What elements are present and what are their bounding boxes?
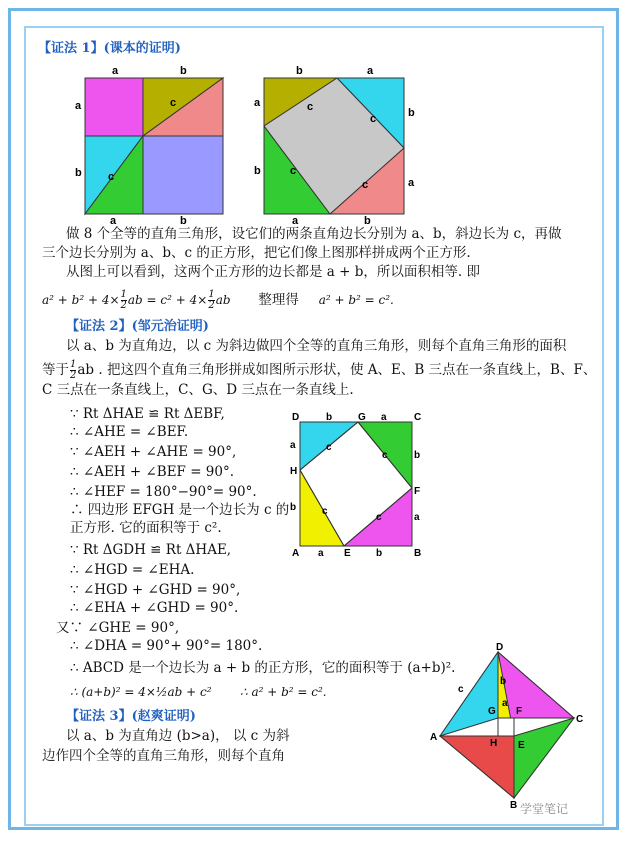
eq-mid: ab = c² + 4× xyxy=(127,293,208,307)
label-b: b xyxy=(326,412,333,423)
label-c: c xyxy=(362,179,369,191)
fraction: $\frac{1}{2}$ xyxy=(208,289,215,311)
eq-left: a² + b² + 4× xyxy=(42,293,120,307)
label-a: a xyxy=(408,177,415,189)
proof1-heading: 【证法 1】(课本的证明) xyxy=(38,41,181,56)
proof2-step: ∴ a² + b² = c². xyxy=(240,685,327,699)
point-b: B xyxy=(414,548,422,559)
proof2-step: ∴ ABCD 是一个边长为 a + b 的正方形，它的面积等于 (a+b)². xyxy=(70,660,456,676)
label-c: c xyxy=(370,113,377,125)
eq-right: ab xyxy=(215,293,231,307)
label-b: b xyxy=(364,215,371,224)
point-g: G xyxy=(358,412,366,423)
label-a: a xyxy=(254,97,261,109)
point-e: E xyxy=(518,740,525,751)
proof3-heading: 【证法 3】(赵爽证明) xyxy=(66,709,196,724)
proof2-step: ∴ 四边形 EFGH 是一个边长为 c 的 xyxy=(70,502,290,518)
point-e: E xyxy=(344,548,351,559)
point-h: H xyxy=(490,738,498,749)
label-a: a xyxy=(381,412,387,423)
label-a: a xyxy=(502,698,508,709)
proof3-line2: 边作四个全等的直角三角形，则每个直角 xyxy=(42,748,285,764)
label-c: c xyxy=(108,171,115,183)
proof1-para1-line2: 三个边长分别为 a、b、c 的正方形，把它们像上图那样拼成两个正方形. xyxy=(42,245,471,261)
fraction: $\frac{1}{2}$ xyxy=(70,359,77,381)
label-c: c xyxy=(458,684,464,695)
point-c: C xyxy=(414,412,422,423)
proof2-step: 正方形. 它的面积等于 c². xyxy=(70,520,222,536)
proof2-step: ∵ ∠AEH + ∠AHE = 90°, xyxy=(70,444,237,460)
proof1-para2: 从图上可以看到，这两个正方形的边长都是 a + b，所以面积相等. 即 xyxy=(66,264,480,280)
proof1-figure-right xyxy=(252,64,422,224)
point-f: F xyxy=(516,706,523,717)
label-b: b xyxy=(180,215,187,224)
proof2-heading: 【证法 2】(邹元治证明) xyxy=(66,319,209,334)
proof2-step: ∴ (a+b)² = 4×½ab + c² xyxy=(70,685,212,699)
point-f: F xyxy=(414,486,421,497)
label-c: c xyxy=(322,506,328,517)
label-b: b xyxy=(500,676,507,687)
proof2-step: ∴ ∠AEH + ∠BEF = 90°. xyxy=(70,464,235,480)
label-c: c xyxy=(382,450,388,461)
watermark: 学堂笔记 xyxy=(520,802,569,816)
proof1-para1-line1: 做 8 个全等的直角三角形，设它们的两条直角边长分别为 a、b，斜边长为 c，再做 xyxy=(66,226,562,242)
label-a: a xyxy=(110,215,117,224)
proof2-step: ∴ ∠EHA + ∠GHD = 90°. xyxy=(70,600,239,616)
label-b: b xyxy=(376,548,383,559)
label-c: c xyxy=(376,512,382,523)
label-b: b xyxy=(296,65,303,77)
proof3-figure xyxy=(424,640,594,810)
eq-result: a² + b² = c². xyxy=(318,293,394,307)
proof2-line2 xyxy=(42,360,596,381)
proof2-line3: C 三点在一条直线上，C、G、D 三点在一条直线上. xyxy=(42,382,354,398)
label-a: a xyxy=(367,65,374,77)
label-a: a xyxy=(112,65,119,77)
label-c: c xyxy=(307,101,314,113)
proof2-step: ∴ ∠HGD = ∠EHA. xyxy=(70,562,195,578)
fraction: $\frac{1}{2}$ xyxy=(120,289,127,311)
label-c: c xyxy=(326,442,332,453)
proof2-step: 又∵ ∠GHE = 90°, xyxy=(56,620,180,636)
proof2-figure xyxy=(286,410,426,560)
proof2-step: ∴ ∠DHA = 90°+ 90°= 180°. xyxy=(70,638,263,654)
label-b: b xyxy=(254,165,261,177)
proof2-line1: 以 a、b 为直角边，以 c 为斜边做四个全等的直角三角形，则每个直角三角形的面积 xyxy=(66,338,567,354)
proof2-step: ∵ Rt ΔHAE ≌ Rt ΔEBF, xyxy=(70,406,225,422)
point-b: B xyxy=(510,800,518,810)
proof2-step: ∵ Rt ΔGDH ≌ Rt ΔHAE, xyxy=(70,542,232,558)
label-a: a xyxy=(318,548,324,559)
proof2-step: ∵ ∠HGD + ∠GHD = 90°, xyxy=(70,582,241,598)
label-b: b xyxy=(180,65,187,77)
point-c: C xyxy=(576,714,584,725)
label-b: b xyxy=(290,502,297,513)
proof2-step: ∴ ∠HEF = 180°−90°= 90°. xyxy=(70,484,257,500)
point-a: A xyxy=(292,548,300,559)
proof1-figure-left xyxy=(70,64,230,224)
point-a: A xyxy=(430,732,438,743)
line2-post: ab . 把这四个直角三角形拼成如图所示形状，使 A、E、B 三点在一条直线上，B、F、 xyxy=(77,362,597,378)
proof3-line1: 以 a、b 为直角边 (b>a)， 以 c 为斜 xyxy=(66,728,290,744)
point-h: H xyxy=(290,466,298,477)
label-a: a xyxy=(292,215,299,224)
proof1-equation xyxy=(42,290,394,311)
label-c: c xyxy=(290,165,297,177)
proof2-step: ∴ ∠AHE = ∠BEF. xyxy=(70,424,189,440)
label-c: c xyxy=(170,97,177,109)
line2-pre: 等于 xyxy=(42,362,69,378)
point-d: D xyxy=(496,642,504,653)
point-d: D xyxy=(292,412,300,423)
label-b: b xyxy=(408,107,415,119)
label-a: a xyxy=(75,100,82,112)
label-a: a xyxy=(290,440,296,451)
label-a: a xyxy=(414,512,420,523)
label-b: b xyxy=(414,450,421,461)
point-g: G xyxy=(488,706,496,717)
eq-conclude-word: 整理得 xyxy=(258,292,299,308)
label-b: b xyxy=(75,167,82,179)
